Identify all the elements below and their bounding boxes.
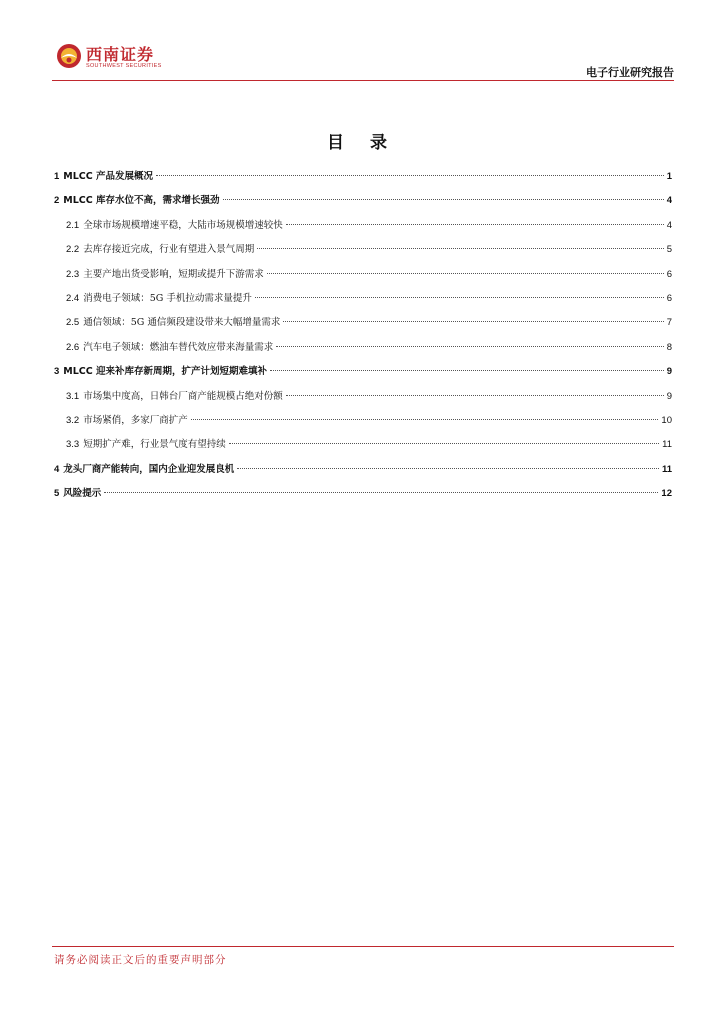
toc-entry-page: 12 (661, 488, 672, 500)
toc-entry-number: 3 (54, 366, 60, 378)
toc-entry[interactable] (66, 219, 672, 233)
footer-divider (52, 946, 674, 947)
toc-entry[interactable] (66, 390, 672, 404)
page-header (52, 40, 674, 82)
toc-entry-number: 2 (54, 195, 60, 207)
toc-entry[interactable] (54, 463, 672, 477)
toc-entry[interactable] (66, 268, 672, 282)
toc-entry-number: 2.1 (66, 219, 80, 231)
toc-entry-page: 4 (666, 195, 672, 207)
toc-dot-leader (283, 321, 663, 322)
toc-dot-leader (237, 468, 659, 469)
toc-entry-number: 5 (54, 488, 60, 500)
toc-entry-page: 6 (666, 293, 672, 304)
toc-entry[interactable] (54, 365, 672, 379)
toc-entry-page: 4 (666, 219, 672, 231)
toc-entry-page: 8 (666, 341, 672, 353)
toc-entry-page: 5 (666, 244, 672, 256)
toc-dot-leader (270, 370, 664, 371)
logo-emblem-icon (56, 43, 82, 69)
toc-dot-leader (229, 443, 659, 444)
toc-entry-title: 风险提示 (63, 488, 102, 500)
logo-chinese-name: 西南证券 (86, 45, 155, 64)
toc-entry-title: 通信领域：5G 通信频段建设带来大幅增量需求 (83, 317, 281, 329)
toc-entry-title: MLCC 库存水位不高，需求增长强劲 (63, 195, 220, 207)
toc-entry[interactable] (66, 414, 672, 428)
toc-entry-page: 10 (661, 415, 672, 426)
toc-title: 目 录 (327, 133, 397, 153)
toc-entry-page: 11 (661, 463, 672, 475)
toc-entry-number: 4 (54, 463, 60, 475)
toc-entry-page: 7 (666, 317, 672, 329)
toc-dot-leader (104, 492, 658, 493)
company-logo (52, 40, 192, 76)
header-divider (52, 80, 674, 81)
toc-entry[interactable] (66, 292, 672, 306)
toc-entry[interactable] (66, 243, 672, 257)
toc-entry-page: 9 (666, 366, 672, 378)
toc-dot-leader (257, 248, 663, 249)
toc-entry-title: 去库存接近完成，行业有望进入景气周期 (83, 244, 255, 256)
toc-entry-title: 汽车电子领域：燃油车替代效应带来海量需求 (83, 341, 274, 353)
toc-dot-leader (276, 346, 663, 347)
toc-entry-title: 短期扩产难，行业景气度有望持续 (83, 439, 226, 451)
toc-dot-leader (286, 395, 664, 396)
toc-entry-number: 3.3 (66, 439, 80, 451)
toc-entry-number: 3.1 (66, 390, 80, 402)
toc-dot-leader (156, 175, 664, 176)
toc-entry-title: 市场紧俏，多家厂商扩产 (83, 415, 188, 426)
toc-entry[interactable] (54, 194, 672, 208)
toc-entry-page: 9 (666, 390, 672, 402)
toc-entry[interactable] (54, 487, 672, 501)
toc-entry-number: 1 (54, 171, 60, 182)
toc-entry[interactable] (54, 170, 672, 184)
toc-dot-leader (255, 297, 664, 298)
toc-entry-title: 龙头厂商产能转向，国内企业迎发展良机 (63, 463, 235, 475)
toc-entry-title: 消费电子领域：5G 手机拉动需求量提升 (83, 293, 252, 304)
toc-entry-title: MLCC 迎来补库存新周期，扩产计划短期难填补 (63, 366, 268, 378)
logo-english-name: SOUTHWEST SECURITIES (86, 63, 162, 69)
toc-entry-number: 2.3 (66, 268, 80, 280)
toc-entry[interactable] (66, 316, 672, 330)
footer-notice: 请务必阅读正文后的重要声明部分 (54, 954, 227, 966)
toc-entry-number: 2.6 (66, 341, 80, 353)
report-type-label: 电子行业研究报告 (586, 66, 674, 79)
toc-dot-leader (286, 224, 664, 225)
toc-entry-title: MLCC 产品发展概况 (63, 171, 154, 182)
toc-entry-page: 1 (666, 171, 672, 182)
toc-dot-leader (267, 273, 664, 274)
toc-entry-number: 2.4 (66, 293, 80, 304)
toc-entry-page: 11 (662, 439, 672, 451)
toc-entry-page: 6 (666, 268, 672, 280)
toc-entry[interactable] (66, 341, 672, 355)
toc-dot-leader (191, 419, 659, 420)
toc-entry-title: 主要产地出货受影响，短期或提升下游需求 (83, 268, 264, 280)
toc-entry-number: 2.5 (66, 317, 80, 329)
toc-entry[interactable] (66, 438, 672, 452)
toc-entry-title: 全球市场规模增速平稳，大陆市场规模增速较快 (83, 219, 283, 231)
toc-entry-title: 市场集中度高，日韩台厂商产能规模占绝对份额 (83, 390, 283, 402)
toc-entry-number: 3.2 (66, 415, 80, 426)
toc-dot-leader (223, 199, 664, 200)
toc-entry-number: 2.2 (66, 244, 80, 256)
